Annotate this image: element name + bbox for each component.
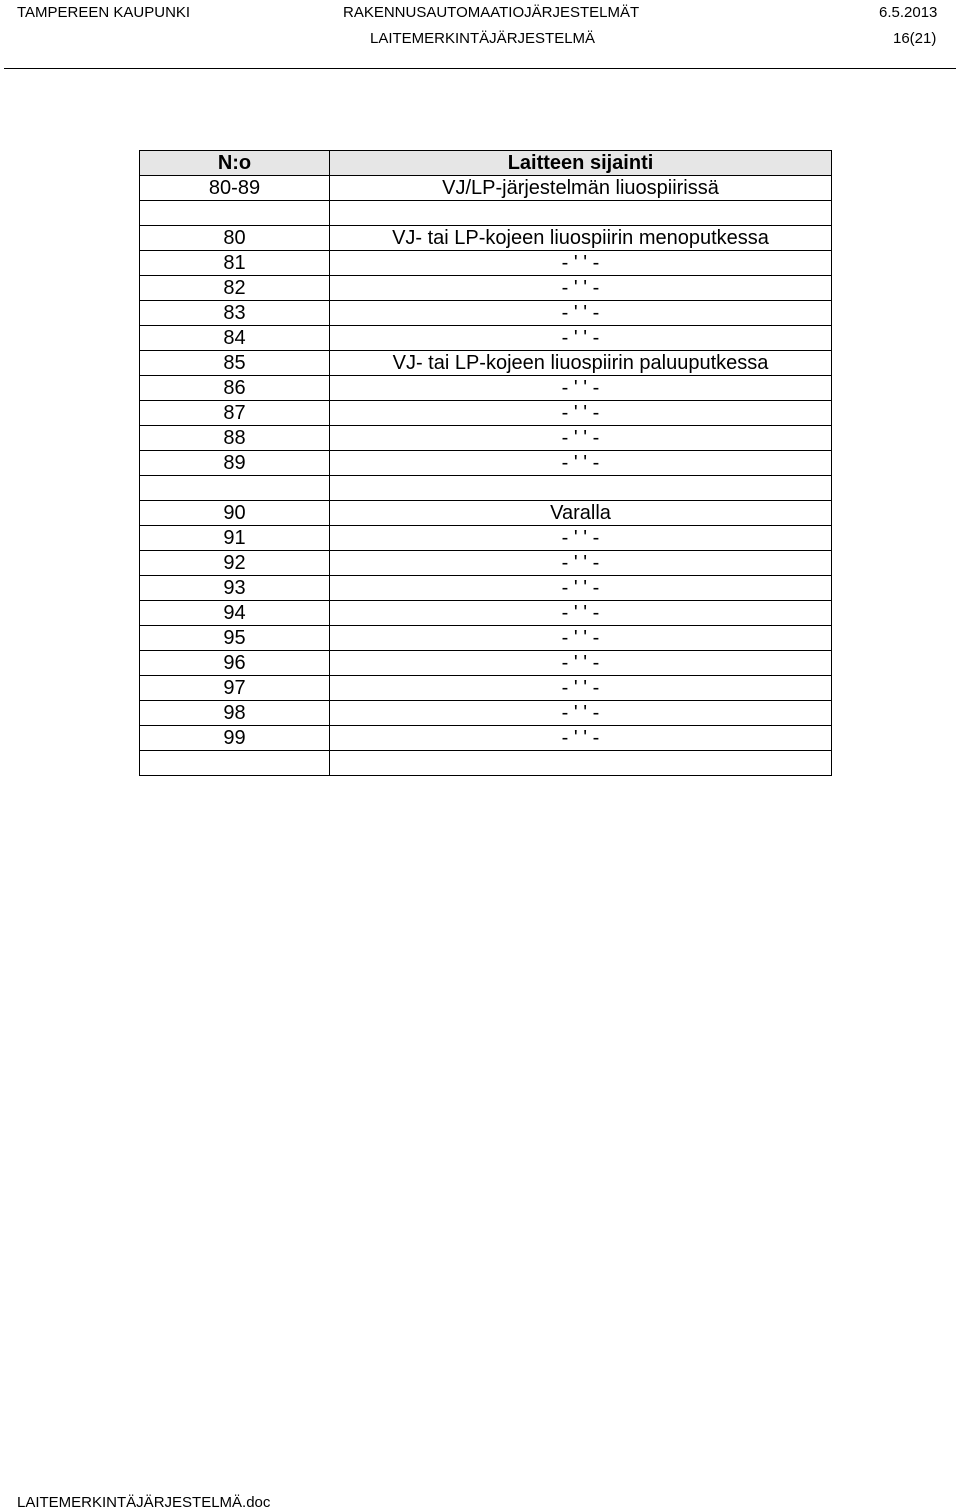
cell-number: 92 [140,551,330,576]
table-row [140,251,832,276]
cell-location: - ' ' - [330,276,832,301]
table-row [140,276,832,301]
cell-location: - ' ' - [330,426,832,451]
table-row [140,501,832,526]
cell-location [330,201,832,226]
cell-number [140,751,330,776]
cell-number: 89 [140,451,330,476]
table-row [140,476,832,501]
table-row [140,451,832,476]
cell-location: VJ/LP-järjestelmän liuospiirissä [330,176,832,201]
header-divider [4,68,956,69]
cell-location: Varalla [330,501,832,526]
header-date: 6.5.2013 [879,4,938,21]
table-row [140,351,832,376]
footer-filename: LAITEMERKINTÄJÄRJESTELMÄ.doc [17,1494,271,1511]
cell-location: - ' ' - [330,601,832,626]
cell-location [330,476,832,501]
cell-location: - ' ' - [330,326,832,351]
column-header-number: N:o [140,151,330,176]
cell-number: 95 [140,626,330,651]
cell-number: 87 [140,401,330,426]
cell-location: - ' ' - [330,576,832,601]
cell-location: - ' ' - [330,651,832,676]
table-row [140,226,832,251]
table-row [140,176,832,201]
cell-number: 84 [140,326,330,351]
table-row [140,601,832,626]
table-row [140,426,832,451]
cell-location [330,751,832,776]
table-row [140,376,832,401]
cell-number: 88 [140,426,330,451]
cell-location: - ' ' - [330,626,832,651]
table-row [140,651,832,676]
table-row [140,676,832,701]
table-row [140,751,832,776]
header-document-title: LAITEMERKINTÄJÄRJESTELMÄ [370,30,596,47]
cell-number: 94 [140,601,330,626]
cell-location: VJ- tai LP-kojeen liuospiirin menoputkessa [330,226,832,251]
table-row [140,576,832,601]
cell-number: 82 [140,276,330,301]
device-location-table [139,150,832,776]
cell-number: 83 [140,301,330,326]
cell-location: VJ- tai LP-kojeen liuospiirin paluuputkessa [330,351,832,376]
cell-number: 90 [140,501,330,526]
cell-location: - ' ' - [330,676,832,701]
header-system-title: RAKENNUSAUTOMAATIOJÄRJESTELMÄT [343,4,640,21]
table-row [140,201,832,226]
cell-location: - ' ' - [330,451,832,476]
cell-number [140,201,330,226]
cell-number: 85 [140,351,330,376]
cell-location: - ' ' - [330,376,832,401]
cell-number: 97 [140,676,330,701]
header-page-number: 16(21) [893,30,937,47]
cell-location: - ' ' - [330,726,832,751]
table-row [140,326,832,351]
cell-location: - ' ' - [330,251,832,276]
cell-location: - ' ' - [330,701,832,726]
cell-location: - ' ' - [330,401,832,426]
table-row [140,701,832,726]
table-header-row [140,151,832,176]
cell-location: - ' ' - [330,526,832,551]
table-row [140,626,832,651]
cell-number: 98 [140,701,330,726]
table-row [140,726,832,751]
cell-number: 86 [140,376,330,401]
cell-number: 93 [140,576,330,601]
cell-number: 80 [140,226,330,251]
cell-number: 99 [140,726,330,751]
cell-number: 96 [140,651,330,676]
table-row [140,526,832,551]
cell-number [140,476,330,501]
cell-location: - ' ' - [330,551,832,576]
column-header-location: Laitteen sijainti [330,151,832,176]
cell-number: 81 [140,251,330,276]
table-row [140,551,832,576]
cell-number: 91 [140,526,330,551]
cell-number: 80-89 [140,176,330,201]
table-row [140,401,832,426]
cell-location: - ' ' - [330,301,832,326]
table-row [140,301,832,326]
header-organization: TAMPEREEN KAUPUNKI [17,4,191,21]
